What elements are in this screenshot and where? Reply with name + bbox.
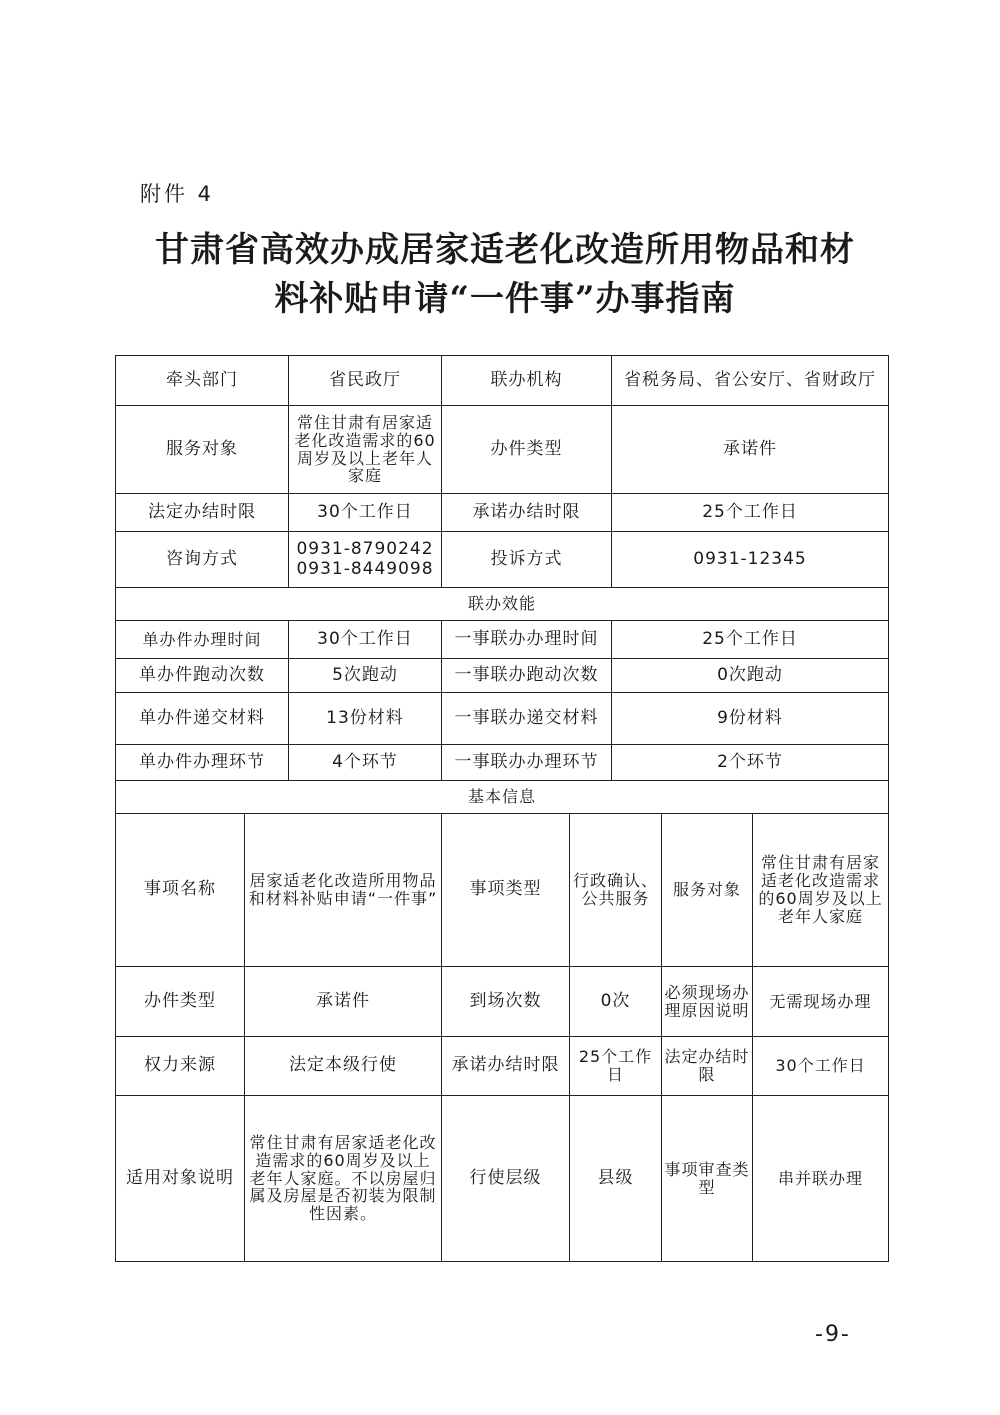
- co-agencies-label: 联办机构: [442, 356, 612, 406]
- table-row: [116, 406, 889, 494]
- item-type-value: 行政确认、公共服务: [570, 814, 662, 967]
- co-agencies-value: 省税务局、省公安厅、省财政厅: [612, 356, 889, 406]
- level-value: 县级: [570, 1096, 662, 1262]
- single-time-label: 单办件办理时间: [116, 621, 289, 659]
- case-type-label: 办件类型: [442, 406, 612, 494]
- service-target-value: 常住甘肃有居家适老化改造需求的60周岁及以上老年人家庭: [289, 406, 442, 494]
- basic-promised-limit-label: 承诺办结时限: [442, 1037, 570, 1096]
- promised-limit-value: 25个工作日: [612, 494, 889, 532]
- complaint-value: 0931-12345: [612, 532, 889, 588]
- case-type-value: 承诺件: [612, 406, 889, 494]
- table-row: [116, 1037, 889, 1096]
- review-type-label: 事项审查类型: [662, 1096, 753, 1262]
- joint-materials-label: 一事联办递交材料: [442, 693, 612, 745]
- single-steps-label: 单办件办理环节: [116, 745, 289, 781]
- consult-phones: [289, 532, 442, 588]
- table-row: [116, 781, 889, 814]
- single-materials-label: 单办件递交材料: [116, 693, 289, 745]
- item-name-label: 事项名称: [116, 814, 245, 967]
- joint-time-label: 一事联办办理时间: [442, 621, 612, 659]
- item-type-label: 事项类型: [442, 814, 570, 967]
- joint-time-value: 25个工作日: [612, 621, 889, 659]
- basic-case-type-label: 办件类型: [116, 967, 245, 1037]
- single-trips-value: 5次跑动: [289, 659, 442, 693]
- onsite-reason-label: 必须现场办理原因说明: [662, 967, 753, 1037]
- basic-legal-limit-value: 30个工作日: [753, 1037, 889, 1096]
- consult-label: 咨询方式: [116, 532, 289, 588]
- complaint-label: 投诉方式: [442, 532, 612, 588]
- table-row: [116, 967, 889, 1037]
- single-steps-value: 4个环节: [289, 745, 442, 781]
- single-trips-label: 单办件跑动次数: [116, 659, 289, 693]
- guide-table: [115, 355, 889, 1262]
- joint-materials-value: 9份材料: [612, 693, 889, 745]
- basic-case-type-value: 承诺件: [245, 967, 442, 1037]
- attachment-label: 附件 4: [140, 182, 215, 206]
- table-row: [116, 1096, 889, 1262]
- item-name-value: 居家适老化改造所用物品和材料补贴申请“一件事”: [245, 814, 442, 967]
- page-title-line-2: 料补贴申请“一件事”办事指南: [274, 279, 736, 319]
- basic-info-section-title: 基本信息: [116, 781, 889, 814]
- basic-service-target-label: 服务对象: [662, 814, 753, 967]
- table-row: [116, 659, 889, 693]
- joint-steps-label: 一事联办办理环节: [442, 745, 612, 781]
- visits-value: 0次: [570, 967, 662, 1037]
- consult-phone-2: 0931-8449098: [296, 558, 434, 579]
- lead-dept-value: 省民政厅: [289, 356, 442, 406]
- joint-trips-value: 0次跑动: [612, 659, 889, 693]
- basic-promised-limit-value: 25个工作日: [570, 1037, 662, 1096]
- level-label: 行使层级: [442, 1096, 570, 1262]
- table-row: [116, 745, 889, 781]
- efficiency-section-title: 联办效能: [116, 588, 889, 621]
- single-materials-value: 13份材料: [289, 693, 442, 745]
- page-title-line-1: 甘肃省高效办成居家适老化改造所用物品和材: [155, 230, 855, 270]
- page-number: -9-: [815, 1322, 851, 1347]
- table-row: [116, 621, 889, 659]
- applicable-label: 适用对象说明: [116, 1096, 245, 1262]
- legal-limit-value: 30个工作日: [289, 494, 442, 532]
- table-row: [116, 494, 889, 532]
- promised-limit-label: 承诺办结时限: [442, 494, 612, 532]
- lead-dept-label: 牵头部门: [116, 356, 289, 406]
- review-type-value: 串并联办理: [753, 1096, 889, 1262]
- applicable-value: 常住甘肃有居家适老化改造需求的60周岁及以上老年人家庭。不以房屋归属及房屋是否初装为限制性因素。: [245, 1096, 442, 1262]
- table-row: [116, 693, 889, 745]
- onsite-reason-value: 无需现场办理: [753, 967, 889, 1037]
- single-time-value: 30个工作日: [289, 621, 442, 659]
- power-source-value: 法定本级行使: [245, 1037, 442, 1096]
- joint-trips-label: 一事联办跑动次数: [442, 659, 612, 693]
- service-target-label: 服务对象: [116, 406, 289, 494]
- legal-limit-label: 法定办结时限: [116, 494, 289, 532]
- basic-service-target-value: 常住甘肃有居家适老化改造需求的60周岁及以上老年人家庭: [753, 814, 889, 967]
- consult-phone-1: 0931-8790242: [296, 539, 434, 560]
- table-row: [116, 532, 889, 588]
- basic-legal-limit-label: 法定办结时限: [662, 1037, 753, 1096]
- power-source-label: 权力来源: [116, 1037, 245, 1096]
- table-row: [116, 356, 889, 406]
- table-row: [116, 588, 889, 621]
- table-row: [116, 814, 889, 967]
- visits-label: 到场次数: [442, 967, 570, 1037]
- joint-steps-value: 2个环节: [612, 745, 889, 781]
